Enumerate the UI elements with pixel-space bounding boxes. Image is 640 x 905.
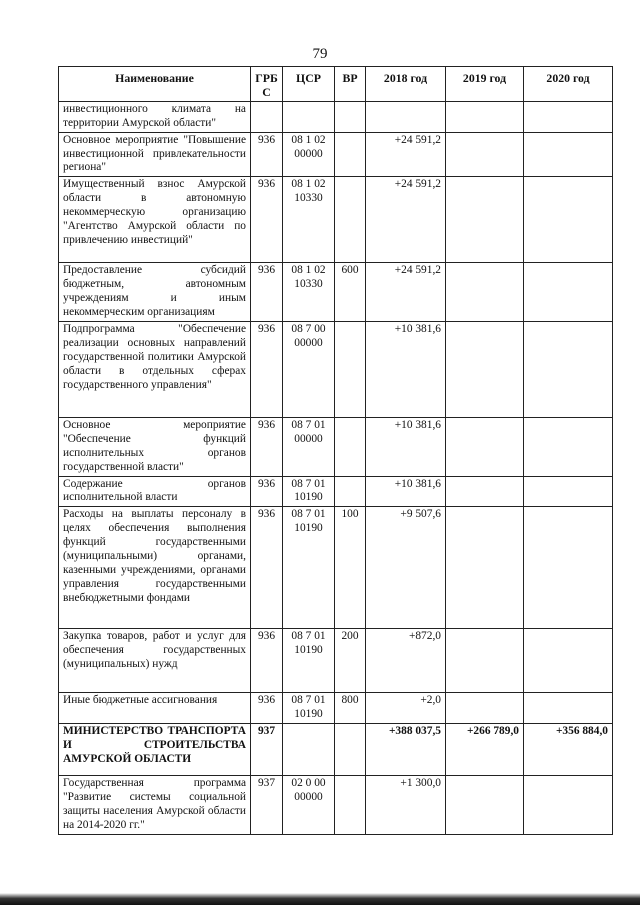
header-csr: ЦСР	[283, 67, 335, 102]
cell-csr: 08 7 01 10190	[283, 476, 335, 507]
cell-y2020	[524, 132, 613, 177]
cell-csr: 08 7 01 10190	[283, 507, 335, 629]
cell-grbs: 936	[251, 321, 283, 417]
cell-y2018: +10 381,6	[366, 476, 446, 507]
table-row	[59, 132, 613, 177]
cell-grbs: 936	[251, 417, 283, 476]
cell-y2020	[524, 629, 613, 693]
cell-name: Подпрограмма "Обеспечение реализации основных направлений государственной политики Амурской области в отдельных сферах государственного управления"	[59, 321, 251, 417]
cell-vr	[335, 321, 366, 417]
cell-y2018: +10 381,6	[366, 417, 446, 476]
cell-csr: 02 0 00 00000	[283, 776, 335, 835]
cell-name: инвестиционного климата на территории Амурской области"	[59, 101, 251, 132]
table-row	[59, 776, 613, 835]
cell-name: МИНИСТЕРСТВО ТРАНСПОРТА И СТРОИТЕЛЬСТВА АМУРСКОЙ ОБЛАСТИ	[59, 724, 251, 776]
cell-y2019	[446, 507, 524, 629]
cell-grbs: 936	[251, 263, 283, 322]
cell-name: Содержание органов исполнительной власти	[59, 476, 251, 507]
cell-name: Основное мероприятие "Повышение инвестиционной привлекательности региона"	[59, 132, 251, 177]
table-row	[59, 101, 613, 132]
table-row	[59, 507, 613, 629]
cell-csr	[283, 101, 335, 132]
cell-csr: 08 7 01 00000	[283, 417, 335, 476]
cell-csr: 08 1 02 00000	[283, 132, 335, 177]
cell-name: Иные бюджетные ассигнования	[59, 693, 251, 724]
table-row	[59, 476, 613, 507]
cell-y2018: +24 591,2	[366, 263, 446, 322]
cell-y2018	[366, 101, 446, 132]
cell-name: Предоставление субсидий бюджетным, автономным учреждениям и иным некоммерческим организациям	[59, 263, 251, 322]
cell-grbs: 936	[251, 476, 283, 507]
cell-name: Имущественный взнос Амурской области в автономную некоммерческую организацию "Агентство Амурской области по привлечению инвестиций"	[59, 177, 251, 263]
header-2020: 2020 год	[524, 67, 613, 102]
cell-y2020	[524, 263, 613, 322]
cell-name: Закупка товаров, работ и услуг для обеспечения государственных (муниципальных) нужд	[59, 629, 251, 693]
cell-y2019	[446, 476, 524, 507]
cell-vr: 800	[335, 693, 366, 724]
cell-csr	[283, 724, 335, 776]
cell-vr: 600	[335, 263, 366, 322]
cell-y2020	[524, 507, 613, 629]
budget-table	[58, 66, 613, 835]
cell-vr	[335, 476, 366, 507]
table-row	[59, 263, 613, 322]
cell-y2018: +2,0	[366, 693, 446, 724]
cell-grbs	[251, 101, 283, 132]
cell-grbs: 936	[251, 507, 283, 629]
header-grbs: ГРБ С	[251, 67, 283, 102]
cell-grbs: 936	[251, 177, 283, 263]
cell-csr: 08 7 00 00000	[283, 321, 335, 417]
cell-y2018: +388 037,5	[366, 724, 446, 776]
cell-y2020	[524, 417, 613, 476]
header-2019: 2019 год	[446, 67, 524, 102]
cell-vr: 200	[335, 629, 366, 693]
cell-y2020: +356 884,0	[524, 724, 613, 776]
cell-vr	[335, 776, 366, 835]
cell-y2018: +1 300,0	[366, 776, 446, 835]
scan-edge	[0, 893, 640, 905]
table-row	[59, 321, 613, 417]
cell-y2019	[446, 693, 524, 724]
cell-y2019	[446, 417, 524, 476]
cell-csr: 08 7 01 10190	[283, 693, 335, 724]
header-vr: ВР	[335, 67, 366, 102]
cell-y2018: +24 591,2	[366, 177, 446, 263]
cell-grbs: 936	[251, 693, 283, 724]
cell-y2019	[446, 263, 524, 322]
cell-grbs: 936	[251, 629, 283, 693]
cell-vr	[335, 177, 366, 263]
table-row	[59, 629, 613, 693]
cell-grbs: 937	[251, 724, 283, 776]
cell-vr	[335, 724, 366, 776]
cell-y2020	[524, 476, 613, 507]
header-2018: 2018 год	[366, 67, 446, 102]
cell-y2018: +872,0	[366, 629, 446, 693]
cell-y2020	[524, 101, 613, 132]
cell-y2020	[524, 321, 613, 417]
cell-y2018: +9 507,6	[366, 507, 446, 629]
header-name: Наименование	[59, 67, 251, 102]
cell-csr: 08 1 02 10330	[283, 177, 335, 263]
page-number: 79	[312, 46, 328, 62]
cell-y2019	[446, 321, 524, 417]
cell-y2019	[446, 629, 524, 693]
cell-y2019	[446, 132, 524, 177]
cell-vr	[335, 417, 366, 476]
cell-y2018: +10 381,6	[366, 321, 446, 417]
cell-name: Государственная программа "Развитие системы социальной защиты населения Амурской области на 2014-2020 гг."	[59, 776, 251, 835]
cell-y2018: +24 591,2	[366, 132, 446, 177]
table-header-row	[59, 67, 613, 102]
table-row	[59, 177, 613, 263]
cell-name: Расходы на выплаты персоналу в целях обеспечения выполнения функций государственными (муниципальными) органами, казенными учреждениями, органами управления государственными внебюджетными фондами	[59, 507, 251, 629]
cell-y2019	[446, 101, 524, 132]
table-row	[59, 417, 613, 476]
cell-grbs: 937	[251, 776, 283, 835]
cell-y2019	[446, 776, 524, 835]
table-row	[59, 693, 613, 724]
cell-grbs: 936	[251, 132, 283, 177]
table-row	[59, 724, 613, 776]
cell-vr: 100	[335, 507, 366, 629]
cell-y2020	[524, 776, 613, 835]
cell-vr	[335, 132, 366, 177]
cell-y2019	[446, 177, 524, 263]
cell-y2020	[524, 693, 613, 724]
cell-y2020	[524, 177, 613, 263]
cell-name: Основное мероприятие "Обеспечение функций исполнительных органов государственной власти"	[59, 417, 251, 476]
cell-csr: 08 7 01 10190	[283, 629, 335, 693]
cell-y2019: +266 789,0	[446, 724, 524, 776]
cell-vr	[335, 101, 366, 132]
cell-csr: 08 1 02 10330	[283, 263, 335, 322]
